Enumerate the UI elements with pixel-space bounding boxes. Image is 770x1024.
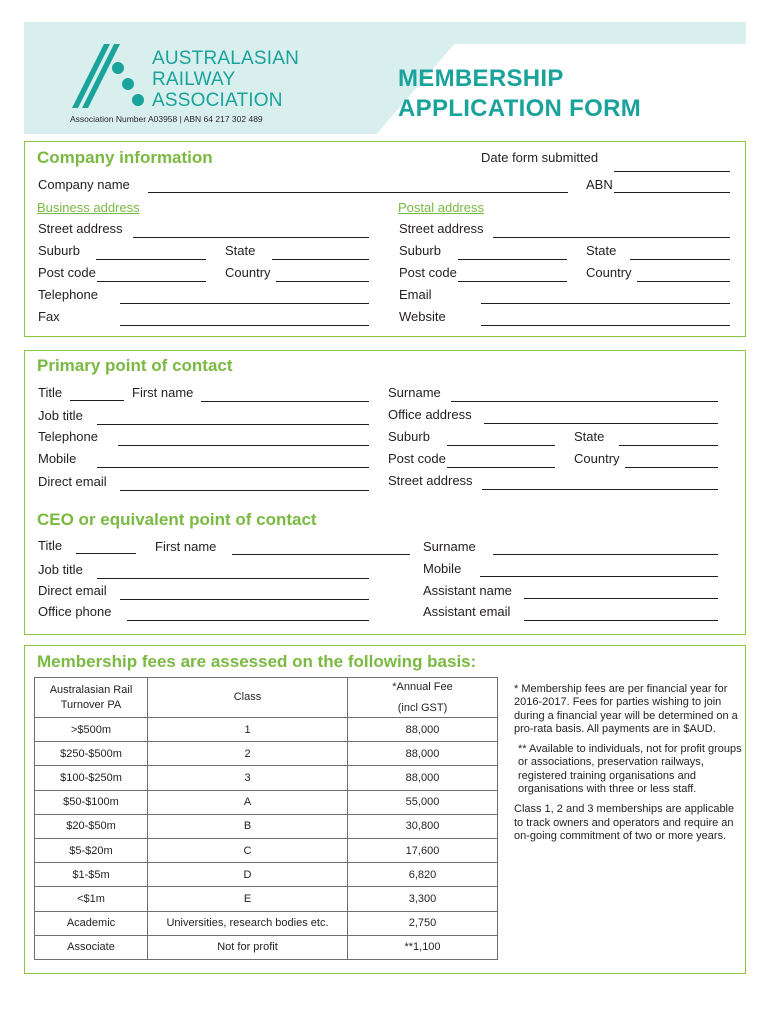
class-cell: 3 [148, 766, 348, 790]
annual-fee-cell: 88,000 [348, 766, 498, 790]
ceo-surname-field[interactable] [493, 554, 718, 555]
ceo-first-name-label: First name [155, 539, 217, 554]
class-cell: Universities, research bodies etc. [148, 911, 348, 935]
primary-telephone-field[interactable] [118, 445, 369, 446]
fees-table-row [35, 935, 498, 959]
fees-table-row [35, 887, 498, 911]
primary-direct-email-field[interactable] [120, 490, 369, 491]
primary-surname-field[interactable] [451, 401, 718, 402]
telephone-label: Telephone [38, 287, 98, 302]
ceo-assistant-name-label: Assistant name [423, 583, 512, 598]
ceo-assistant-email-label: Assistant email [423, 604, 511, 619]
fees-table-row [35, 863, 498, 887]
fee-note-annual: * Membership fees are per financial year for 2016-2017. Fees for parties wishing to join during a financial year will be determined on a pro-rata basis. All payments are in $AUD. [514, 683, 738, 735]
fee-note-associate: ** Available to individuals, not for profit groups or associations, preservation railways, registered training organisations and organisations with three or less staff. [518, 743, 742, 796]
fees-table-row [35, 790, 498, 814]
form-title [398, 64, 641, 124]
fax-label: Fax [38, 309, 60, 324]
fees-table-row [35, 838, 498, 862]
association-number: Association Number A03958 | ABN 64 217 302 489 [70, 114, 263, 124]
turnover-header-line: Turnover PA [60, 698, 122, 711]
org-name [152, 48, 299, 111]
abn-label: ABN [586, 177, 613, 192]
business-state-field[interactable] [272, 259, 369, 260]
class-cell: A [148, 790, 348, 814]
primary-postcode-field[interactable] [447, 467, 555, 468]
annual-fee-header-line: (incl GST) [397, 701, 448, 714]
primary-first-name-field[interactable] [201, 401, 369, 402]
primary-office-address-label: Office address [388, 407, 472, 422]
postal-suburb-field[interactable] [458, 259, 567, 260]
ceo-mobile-label: Mobile [423, 561, 462, 576]
company-info-title: Company information [37, 148, 213, 167]
business-street-field[interactable] [133, 237, 369, 238]
org-name-line: RAILWAY [152, 69, 236, 90]
ceo-direct-email-label: Direct email [38, 583, 107, 598]
business-suburb-label: Suburb [38, 243, 80, 258]
business-country-field[interactable] [276, 281, 369, 282]
ceo-office-phone-label: Office phone [38, 604, 112, 619]
company-name-field[interactable] [148, 192, 568, 193]
fees-title: Membership fees are assessed on the following basis: [37, 652, 477, 671]
org-name-line: AUSTRALASIAN [152, 48, 300, 69]
postal-country-field[interactable] [637, 281, 730, 282]
primary-contact-title: Primary point of contact [37, 356, 233, 375]
business-country-label: Country [225, 265, 271, 280]
fees-table-row [35, 911, 498, 935]
turnover-cell: $50-$100m [35, 790, 148, 814]
primary-country-label: Country [574, 451, 620, 466]
class-header: Class [148, 678, 348, 718]
turnover-cell: Associate [35, 935, 148, 959]
form-title-line: MEMBERSHIP [398, 65, 564, 92]
primary-telephone-label: Telephone [38, 429, 98, 444]
business-street-label: Street address [38, 221, 123, 236]
business-address-heading: Business address [37, 200, 140, 215]
primary-mobile-field[interactable] [97, 467, 369, 468]
business-postcode-field[interactable] [97, 281, 206, 282]
class-cell: Not for profit [148, 935, 348, 959]
postal-street-label: Street address [399, 221, 484, 236]
class-cell: D [148, 863, 348, 887]
fees-table-row [35, 814, 498, 838]
fee-note-class: Class 1, 2 and 3 memberships are applicable to track owners and operators and require an on-going commitment of two or more years. [514, 803, 735, 842]
primary-street-label: Street address [388, 473, 473, 488]
primary-street-field[interactable] [482, 489, 718, 490]
turnover-cell: Academic [35, 911, 148, 935]
ceo-direct-email-field[interactable] [120, 599, 369, 600]
primary-first-name-label: First name [132, 385, 194, 400]
ceo-title-field[interactable] [76, 553, 136, 554]
form-title-line: APPLICATION FORM [398, 95, 642, 122]
turnover-cell: $1-$5m [35, 863, 148, 887]
primary-state-field[interactable] [619, 445, 718, 446]
date-submitted-label: Date form submitted [481, 150, 599, 165]
annual-fee-cell: 88,000 [348, 718, 498, 742]
postal-suburb-label: Suburb [399, 243, 441, 258]
turnover-cell: >$500m [35, 718, 148, 742]
email-field[interactable] [481, 303, 730, 304]
website-label: Website [399, 309, 446, 324]
annual-fee-cell: 17,600 [348, 838, 498, 862]
turnover-cell: <$1m [35, 887, 148, 911]
primary-suburb-field[interactable] [447, 445, 555, 446]
primary-suburb-label: Suburb [388, 429, 430, 444]
abn-field[interactable] [614, 192, 730, 193]
ceo-surname-label: Surname [423, 539, 476, 554]
annual-fee-cell: 3,300 [348, 887, 498, 911]
postal-street-field[interactable] [493, 237, 730, 238]
ceo-office-phone-field[interactable] [127, 620, 369, 621]
class-cell: 2 [148, 742, 348, 766]
fee-notes [514, 683, 744, 843]
ceo-title-label: Title [38, 538, 63, 553]
postal-country-label: Country [586, 265, 632, 280]
annual-fee-cell: 6,820 [348, 863, 498, 887]
ceo-assistant-name-field[interactable] [524, 598, 718, 599]
company-name-label: Company name [38, 177, 130, 192]
primary-direct-email-label: Direct email [38, 474, 107, 489]
turnover-cell: $100-$250m [35, 766, 148, 790]
annual-fee-cell: 2,750 [348, 911, 498, 935]
postal-address-heading: Postal address [398, 200, 484, 215]
fax-field[interactable] [120, 325, 369, 326]
postal-state-field[interactable] [630, 259, 730, 260]
primary-surname-label: Surname [388, 385, 441, 400]
ceo-job-title-field[interactable] [97, 578, 369, 579]
primary-office-address-field[interactable] [484, 423, 718, 424]
turnover-cell: $5-$20m [35, 838, 148, 862]
class-cell: C [148, 838, 348, 862]
fees-table [34, 677, 498, 960]
turnover-cell: $250-$500m [35, 742, 148, 766]
annual-fee-cell: 55,000 [348, 790, 498, 814]
ceo-assistant-email-field[interactable] [524, 620, 718, 621]
primary-country-field[interactable] [625, 467, 718, 468]
ceo-job-title-label: Job title [38, 562, 83, 577]
website-field[interactable] [481, 325, 730, 326]
org-name-line: ASSOCIATION [152, 90, 283, 111]
telephone-field[interactable] [120, 303, 369, 304]
ceo-contact-title: CEO or equivalent point of contact [37, 510, 317, 529]
fees-table-header [35, 678, 498, 718]
annual-fee-header-line: *Annual Fee [392, 680, 453, 693]
fees-table-row [35, 718, 498, 742]
primary-title-label: Title [38, 385, 63, 400]
annual-fee-cell: **1,100 [348, 935, 498, 959]
primary-mobile-label: Mobile [38, 451, 77, 466]
annual-fee-header [348, 678, 498, 718]
ceo-first-name-field[interactable] [232, 554, 410, 555]
postal-postcode-label: Post code [399, 265, 457, 280]
turnover-cell: $20-$50m [35, 814, 148, 838]
turnover-header-line: Australasian Rail [49, 683, 133, 696]
business-state-label: State [225, 243, 256, 258]
class-cell: B [148, 814, 348, 838]
postal-postcode-field[interactable] [458, 281, 567, 282]
email-label: Email [399, 287, 432, 302]
turnover-header [35, 678, 148, 718]
fees-table-row [35, 742, 498, 766]
ceo-mobile-field[interactable] [480, 576, 718, 577]
annual-fee-cell: 88,000 [348, 742, 498, 766]
date-submitted-field[interactable] [614, 171, 730, 172]
business-postcode-label: Post code [38, 265, 96, 280]
primary-job-title-label: Job title [38, 408, 83, 423]
annual-fee-cell: 30,800 [348, 814, 498, 838]
business-suburb-field[interactable] [96, 259, 206, 260]
railway-logo-icon [66, 40, 156, 112]
primary-state-label: State [574, 429, 605, 444]
postal-state-label: State [586, 243, 617, 258]
class-cell: 1 [148, 718, 348, 742]
class-cell: E [148, 887, 348, 911]
primary-postcode-label: Post code [388, 451, 446, 466]
primary-job-title-field[interactable] [97, 424, 369, 425]
primary-title-field[interactable] [70, 400, 124, 401]
fees-table-row [35, 766, 498, 790]
